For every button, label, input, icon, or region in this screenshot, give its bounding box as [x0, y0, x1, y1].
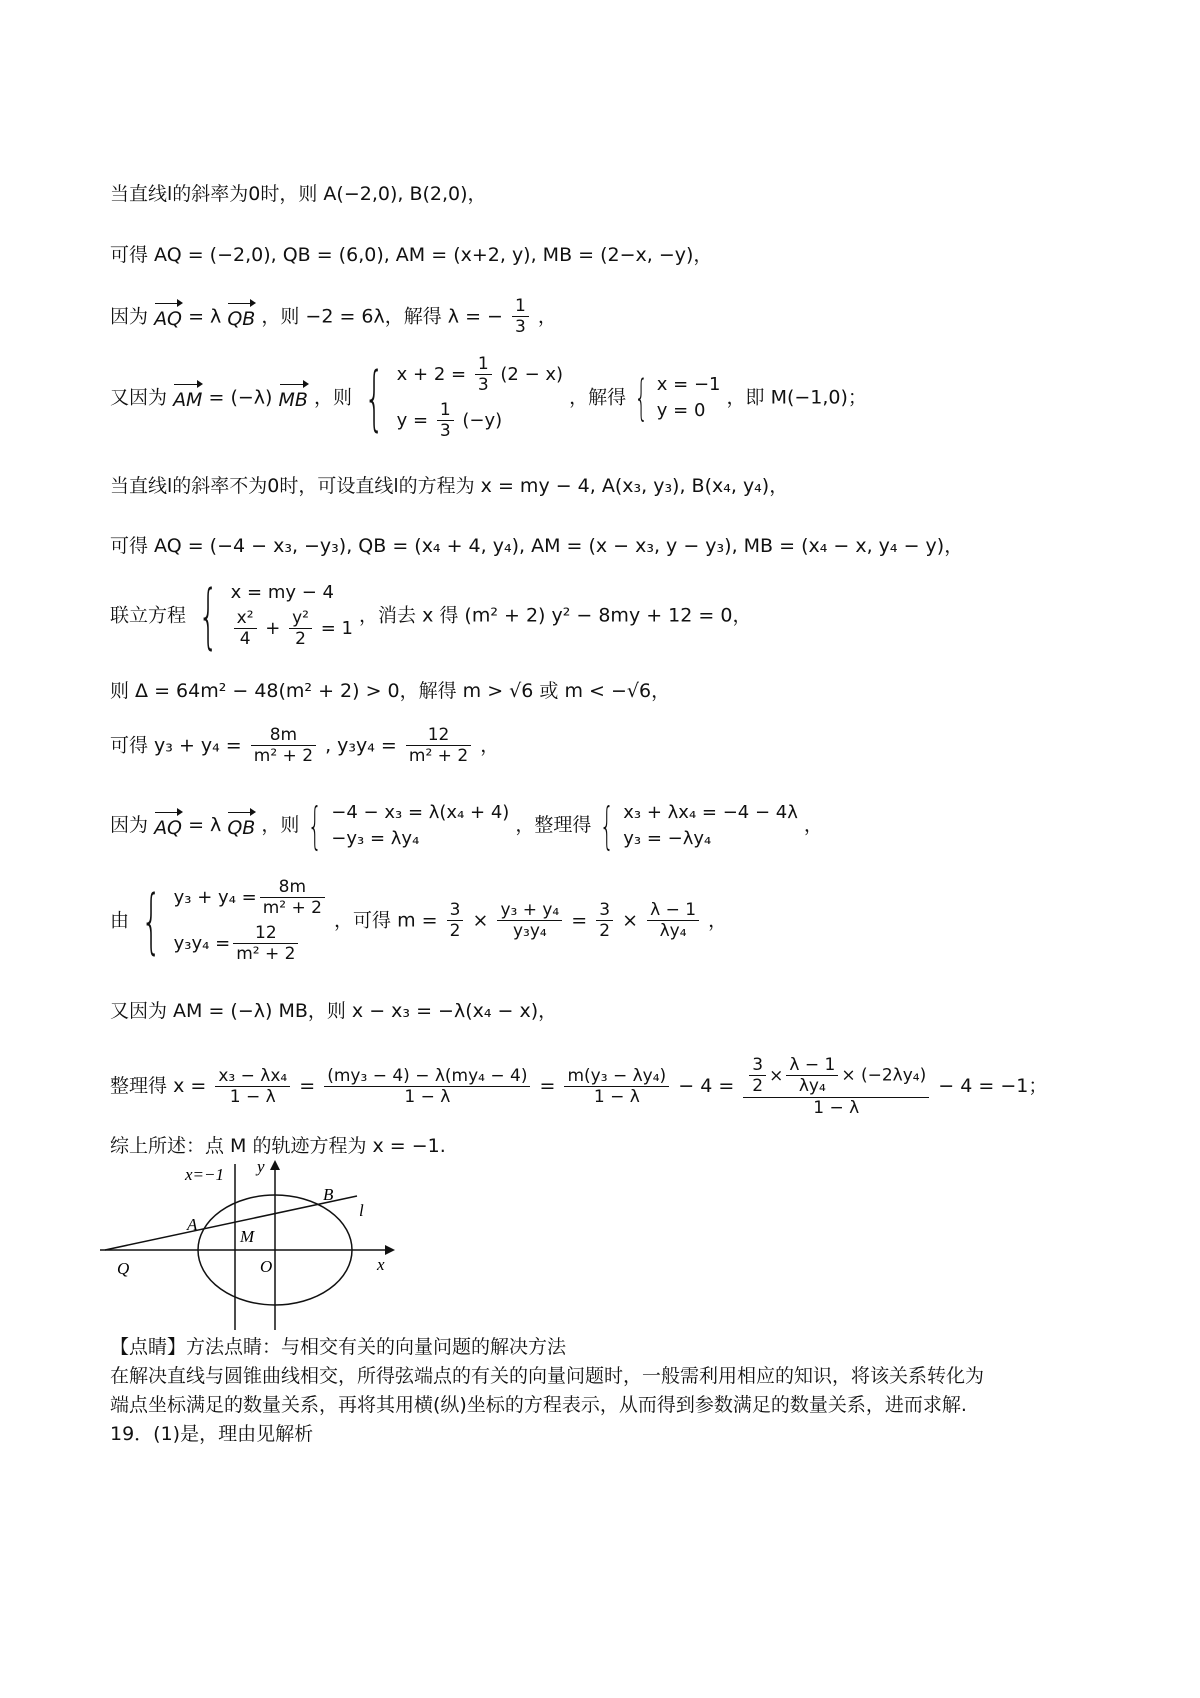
- equation-system-2: [231, 580, 353, 651]
- label-B: B: [323, 1185, 334, 1204]
- equals: =: [571, 909, 588, 932]
- numerator: y²: [289, 608, 312, 629]
- denominator: m² + 2: [408, 746, 469, 767]
- vector-AM: AM: [173, 383, 202, 412]
- text-rearrange: ，整理得: [515, 814, 592, 837]
- equation-system-3: [331, 800, 509, 851]
- row-rhs: (−y): [462, 409, 503, 431]
- comma: ，: [480, 734, 500, 757]
- row-lhs: x + 2 =: [396, 364, 467, 386]
- fraction: [497, 900, 562, 942]
- result: − 4 = −1；: [938, 1075, 1048, 1098]
- denominator: 3: [439, 421, 451, 442]
- vector-MB: MB: [279, 383, 308, 412]
- row-rhs: (2 − x): [500, 364, 564, 386]
- text-simultaneous: 联立方程: [110, 604, 187, 627]
- system-row: −4 − x₃ = λ(x₄ + 4): [331, 802, 510, 823]
- denominator: 2: [599, 921, 611, 942]
- vector-AQ: AQ: [154, 302, 182, 331]
- fraction: [233, 923, 298, 965]
- text-eq-lambda: = λ: [188, 305, 222, 328]
- left-brace: {: [600, 796, 615, 855]
- numerator: x²: [234, 608, 257, 629]
- text-line-6: 可得 AQ = (−4 − x₃, −y₃), QB = (x₄ + 4, y₄), AM = (x − x₃, y − y₃), MB = (x₄ − x, y₄ − y)，: [110, 535, 964, 557]
- text-get-m: ，可得 m =: [334, 909, 438, 932]
- text-line-18: 19．(1)是，理由见解析: [110, 1423, 314, 1445]
- vector-QB: QB: [227, 811, 255, 840]
- denominator: 1 − λ: [813, 1097, 860, 1118]
- denominator: 1 − λ: [229, 1087, 276, 1108]
- text-line-17: 端点坐标满足的数量关系，再将其用横(纵)坐标的方程表示，从而得到参数满足的数量关系，进而求解.: [110, 1394, 967, 1416]
- system-row: [397, 398, 563, 444]
- numerator: m(y₃ − λy₄): [564, 1066, 669, 1087]
- equals: =: [299, 1075, 316, 1098]
- denominator: 3: [515, 317, 526, 338]
- numerator: y₃ + y₄: [497, 900, 562, 921]
- ellipse-diagram: [95, 1158, 415, 1333]
- comma: ，: [803, 814, 823, 837]
- numerator: λ − 1: [786, 1055, 838, 1076]
- label-line-x-neg1: x=−1: [185, 1165, 224, 1184]
- fraction-complex: [743, 1055, 929, 1118]
- text-line-5: 当直线l的斜率不为0时，可设直线l的方程为 x = my − 4, A(x₃, y₃), B(x₄, y₄)，: [110, 475, 789, 497]
- fraction-three-halves: [596, 900, 613, 942]
- text-line-12: 又因为 AM = (−λ) MB，则 x − x₃ = −λ(x₄ − x)，: [110, 1000, 558, 1022]
- label-l: l: [359, 1201, 364, 1220]
- text-line-16: 在解决直线与圆锥曲线相交，所得弦端点的有关的向量问题时，一般需利用相应的知识，将该关系转化为: [110, 1365, 985, 1387]
- numerator: 8m: [251, 725, 316, 746]
- plus: +: [265, 617, 281, 639]
- system-row: [174, 921, 328, 967]
- fraction: [215, 1066, 290, 1108]
- fraction: [564, 1066, 669, 1108]
- equation-system-5: [174, 875, 328, 967]
- text-rearrange: 整理得: [110, 1075, 168, 1098]
- label-y: y: [257, 1158, 265, 1176]
- fraction-one-third: [512, 296, 529, 338]
- times: ×: [622, 909, 639, 932]
- label-A: A: [187, 1215, 198, 1234]
- system-row: [231, 606, 353, 652]
- text-sum: 可得 y₃ + y₄ =: [110, 734, 242, 757]
- system-row: y = 0: [656, 399, 706, 421]
- left-brace: {: [634, 369, 649, 426]
- left-brace: {: [308, 796, 323, 855]
- system-row: x₃ + λx₄ = −4 − 4λ: [623, 802, 798, 823]
- left-brace: {: [198, 574, 219, 657]
- numerator: 12: [233, 923, 298, 944]
- denominator: 2: [449, 921, 461, 942]
- system-row: [397, 352, 563, 398]
- denominator: λy₄: [659, 921, 687, 942]
- denominator: 4: [239, 628, 251, 649]
- text-because: 因为: [110, 814, 149, 837]
- numerator: 3: [596, 900, 613, 921]
- fraction: [251, 725, 316, 767]
- fraction: [647, 900, 699, 942]
- numerator: 1: [475, 354, 492, 375]
- text-then: ，则: [261, 814, 300, 837]
- denominator: λy₄: [798, 1076, 826, 1097]
- numerator: 3: [749, 1055, 766, 1076]
- denominator: 1 − λ: [404, 1087, 451, 1108]
- fraction: [786, 1055, 838, 1097]
- text-then: ，则: [313, 386, 352, 409]
- text-line-7: [110, 574, 752, 657]
- label-Q: Q: [117, 1259, 130, 1278]
- denominator: m² + 2: [253, 746, 314, 767]
- numerator: 3: [447, 900, 464, 921]
- row-lhs: y =: [396, 409, 429, 431]
- label-M: M: [240, 1227, 255, 1246]
- denominator: m² + 2: [236, 944, 296, 965]
- numerator: 8m: [260, 877, 325, 898]
- text-line-13: [110, 1055, 1047, 1118]
- text-neg-lambda: = (−λ): [208, 386, 273, 409]
- denominator: m² + 2: [262, 898, 322, 919]
- denominator: 2: [752, 1076, 764, 1097]
- comma: ，: [537, 305, 557, 328]
- comma: ，: [708, 909, 728, 932]
- system-row: y₃ = −λy₄: [623, 827, 712, 849]
- text-solve: ，解得: [569, 386, 627, 409]
- denominator: 2: [295, 628, 306, 649]
- numerator: λ − 1: [647, 900, 699, 921]
- label-x: x: [377, 1255, 385, 1274]
- text-eliminate: ，消去 x 得 (m² + 2) y² − 8my + 12 = 0，: [359, 604, 752, 627]
- text-line-8: 则 Δ = 64m² − 48(m² + 2) > 0，解得 m > √6 或 m < −√6，: [110, 680, 671, 702]
- text-line-9: [110, 725, 499, 767]
- equals: =: [539, 1075, 556, 1098]
- denominator: 1 − λ: [593, 1087, 640, 1108]
- equation-system-1: [397, 352, 563, 444]
- numerator: 1: [512, 296, 529, 317]
- numerator: x₃ − λx₄: [215, 1066, 290, 1087]
- text-solve-lambda: ，则 −2 = 6λ，解得 λ = −: [261, 305, 503, 328]
- row-lhs: y₃ + y₄ =: [173, 887, 257, 909]
- numerator: 1: [437, 400, 454, 421]
- text-because: 因为: [110, 305, 149, 328]
- solution-system-1: [657, 372, 721, 423]
- fraction-three-halves: [749, 1055, 766, 1097]
- fraction-three-halves: [447, 900, 464, 942]
- fraction-one-third: [475, 354, 492, 396]
- x-equals: x =: [173, 1075, 207, 1098]
- denominator: 3: [477, 375, 489, 396]
- text-line-2: 可得 AQ = (−2,0), QB = (6,0), AM = (x+2, y), MB = (2−x, −y)，: [110, 244, 713, 266]
- fraction-one-third: [437, 400, 454, 442]
- row-rhs: = 1: [320, 617, 353, 639]
- text-line-10: [110, 796, 823, 855]
- fraction: [234, 608, 257, 650]
- left-brace: {: [141, 879, 162, 962]
- text-line-14: 综上所述：点 M 的轨迹方程为 x = −1.: [110, 1135, 446, 1157]
- system-row: −y₃ = λy₄: [331, 827, 420, 849]
- text-line-3: [110, 296, 557, 338]
- text-line-4: [110, 352, 867, 444]
- vector-QB: QB: [227, 302, 255, 331]
- left-brace: {: [364, 356, 385, 439]
- numerator: (my₃ − 4) − λ(my₄ − 4): [324, 1066, 530, 1087]
- times: ×: [472, 909, 489, 932]
- factor: × (−2λy₄): [841, 1065, 927, 1086]
- text-point-M: ，即 M(−1,0)；: [726, 386, 867, 409]
- vector-AQ: AQ: [154, 811, 182, 840]
- denominator: y₃y₄: [512, 921, 547, 942]
- fraction: [260, 877, 325, 919]
- text-eq-lambda: = λ: [188, 814, 222, 837]
- fraction: [289, 608, 312, 650]
- text-line-1: 当直线l的斜率为0时，则 A(−2,0), B(2,0)，: [110, 183, 487, 205]
- text-line-15: 【点睛】方法点睛：与相交有关的向量问题的解决方法: [110, 1336, 567, 1358]
- text-line-11: [110, 875, 727, 967]
- fraction: [324, 1066, 530, 1108]
- y-axis-arrow: [270, 1160, 280, 1170]
- system-row: x = −1: [656, 374, 721, 396]
- text-from: 由: [110, 909, 130, 932]
- text-product: , y₃y₄ =: [325, 734, 397, 757]
- label-O: O: [260, 1257, 273, 1276]
- system-row: [174, 875, 328, 921]
- x-axis-arrow: [385, 1245, 395, 1255]
- system-row: x = my − 4: [230, 582, 334, 603]
- minus-four-equals: − 4 =: [678, 1075, 735, 1098]
- row-lhs: y₃y₄ =: [173, 932, 231, 954]
- text-also-because: 又因为: [110, 386, 168, 409]
- fraction: [406, 725, 471, 767]
- numerator: 12: [406, 725, 471, 746]
- equation-system-4: [623, 800, 798, 851]
- numerator: $\frac{3}{2}$ × $\frac{\lambda - 1}{\text{λy₄}}$ × (−2λy₄): [743, 1055, 929, 1098]
